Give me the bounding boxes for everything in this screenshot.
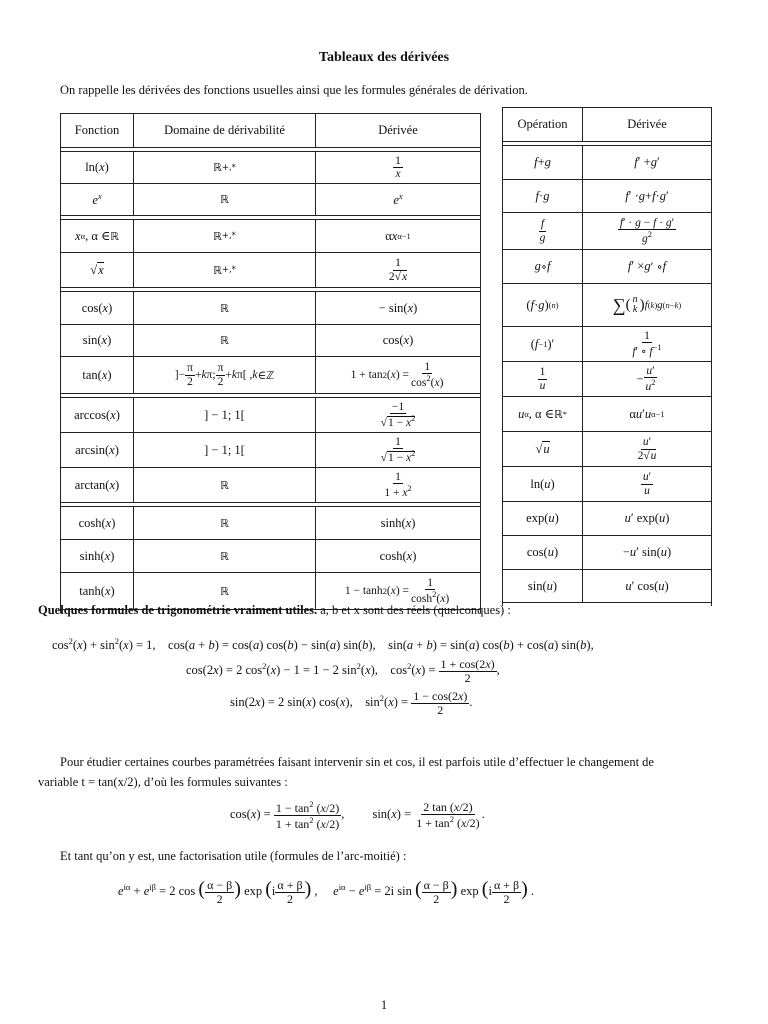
table-row: arctan( x ) ℝ $\frac{1}{1 + x^2}$ xyxy=(61,468,480,502)
table-group xyxy=(61,219,480,288)
table-group xyxy=(61,291,480,394)
table-row: ( f −1 )′ $\frac{1}{f' \circ f^{-1}}$ xyxy=(503,327,711,362)
trig-equation-line-1: $\cos^2(x) + \sin^2(x) = 1$, cos(a + b) = cos(a) cos(b) − sin(a) sin(b), sin(a + b) = sin(a) cos(b) + cos(a) sin(b), xyxy=(52,636,594,653)
table-row: sinh( x ) ℝ cosh( x ) xyxy=(61,540,480,573)
table-row: ln( x ) ℝ +,* $\frac{1}{x}$ xyxy=(61,152,480,184)
param-equations: cos(x) = $\frac{1 - \tan^2 (x/2)}{1 + \tan^2 (x/2)}$ , sin(x) = $\frac{2 \tan (x/2)}{1 + \tan^2 (x/2)}$ . xyxy=(230,799,485,831)
factor-equations: $e^{i\alpha} + e^{i\beta} = 2$ cos ( $\frac{\alpha - \beta}{2}$ ) exp (i $\frac{\alpha + \beta}{2}$ ) , $e^{i\alpha} - e^{i\beta} = 2i$ sin ( $\frac{\alpha - \beta}{2}$ ) exp (i $\frac{\alpha + \beta}{2}$ ) . xyxy=(118,878,535,906)
header-domaine: Domaine de dérivabilité xyxy=(134,114,316,147)
table-row: cos( x ) ℝ − sin( x ) xyxy=(61,292,480,325)
table-row: f + g f ′ + g ′ xyxy=(503,146,711,180)
table-row: cosh( x ) ℝ sinh( x ) xyxy=(61,507,480,540)
param-paragraph: Pour étudier certaines courbes paramétrées faisant intervenir sin et cos, il est parfois utile d’effectuer le changement de variable t = tan(x/2), d’où les formules suivantes : xyxy=(38,755,654,789)
table-row: f · g f ′ · g + f · g ′ xyxy=(503,180,711,213)
trig-equation-line-3: sin(2x) = 2 sin(x) cos(x), $\sin^2(x)$ = $\frac{1 - \cos(2x)}{2}$ . xyxy=(230,689,473,717)
table-row: arcsin( x ) ] − 1; 1[ $\frac{1}{√1 - x^2}$ xyxy=(61,433,480,468)
table-row: tanh( x ) ℝ 1 − tanh 2 ( x ) = $\frac{1}{\cosh^2(x)}$ xyxy=(61,573,480,609)
table-row: arccos( x ) ] − 1; 1[ $\frac{-1}{√1 - x^2}$ xyxy=(61,398,480,433)
header-derivee: Dérivée xyxy=(378,123,418,137)
page-number: 1 xyxy=(380,998,388,1012)
table-group xyxy=(61,397,480,503)
table-row: √ u $\frac{u'}{2√u}$ xyxy=(503,432,711,467)
table-row: u α , α ∈ ℝ * α u ′ u α−1 xyxy=(503,397,711,432)
table-row: $\frac{1}{u}$ − $\frac{u'}{u^2}$ xyxy=(503,362,711,397)
table-row: √ x ℝ +,* $\frac{1}{2√x}$ xyxy=(61,253,480,287)
trig-heading: Quelques formules de trigonométrie vraiment utiles. a, b et x sont des réels (quelconques) : xyxy=(38,603,511,617)
table-row: ln( u ) $\frac{u'}{u}$ xyxy=(503,467,711,502)
operations-table xyxy=(502,107,712,606)
factor-paragraph: Et tant qu’on y est, une factorisation utile (formules de l’arc-moitié) : xyxy=(60,849,407,863)
table-row: tan( x ) ]− $\frac{\pi}{2}$ + k π; $\frac{\pi}{2}$ + k π[ , k ∈ ℤ 1 + tan 2 ( x ) = $\frac{1}{\cos^2(x)}$ xyxy=(61,357,480,393)
table-group xyxy=(61,151,480,216)
table-header-group xyxy=(503,107,711,142)
trig-equation-line-2: cos(2x) = 2 $\cos^2(x) - 1 = 1 - 2$ $\sin^2(x)$, $\cos^2(x)$ = $\frac{1 + \cos(2x)}{2}$ , xyxy=(186,657,500,685)
header-operation: Opération xyxy=(503,108,583,141)
table-row: g ∘ f f ′ × g ′ ∘ f xyxy=(503,250,711,284)
table-row: exp( u ) u ′ exp( u ) xyxy=(503,502,711,536)
table-row: x α , α ∈ ℝ ℝ +,* α x α−1 xyxy=(61,220,480,253)
table-row: cos( u ) − u ′ sin( u ) xyxy=(503,536,711,570)
page-title: Tableaux des dérivées xyxy=(318,50,450,65)
table-row: sin( u ) u ′ cos( u ) xyxy=(503,570,711,602)
table-row: ( f · g ) (n) ∑ ( n k ) f (k) g (n−k) xyxy=(503,284,711,327)
intro-text: On rappelle les dérivées des fonctions usuelles ainsi que les formules générales de dérivation. xyxy=(60,83,528,97)
table-group xyxy=(503,145,711,603)
header-derivee-2: Dérivée xyxy=(627,117,667,131)
table-row: sin( x ) ℝ cos( x ) xyxy=(61,325,480,357)
header-fonction: Fonction xyxy=(61,114,134,147)
table-group xyxy=(61,506,480,610)
table-row: $\frac{f}{g}$ $\frac{f' \cdot g - f \cdot g'}{g^2}$ xyxy=(503,213,711,250)
table-row: $e^x$ ℝ $e^x$ xyxy=(61,184,480,215)
derivatives-table xyxy=(60,113,481,613)
table-header-group xyxy=(61,113,480,148)
